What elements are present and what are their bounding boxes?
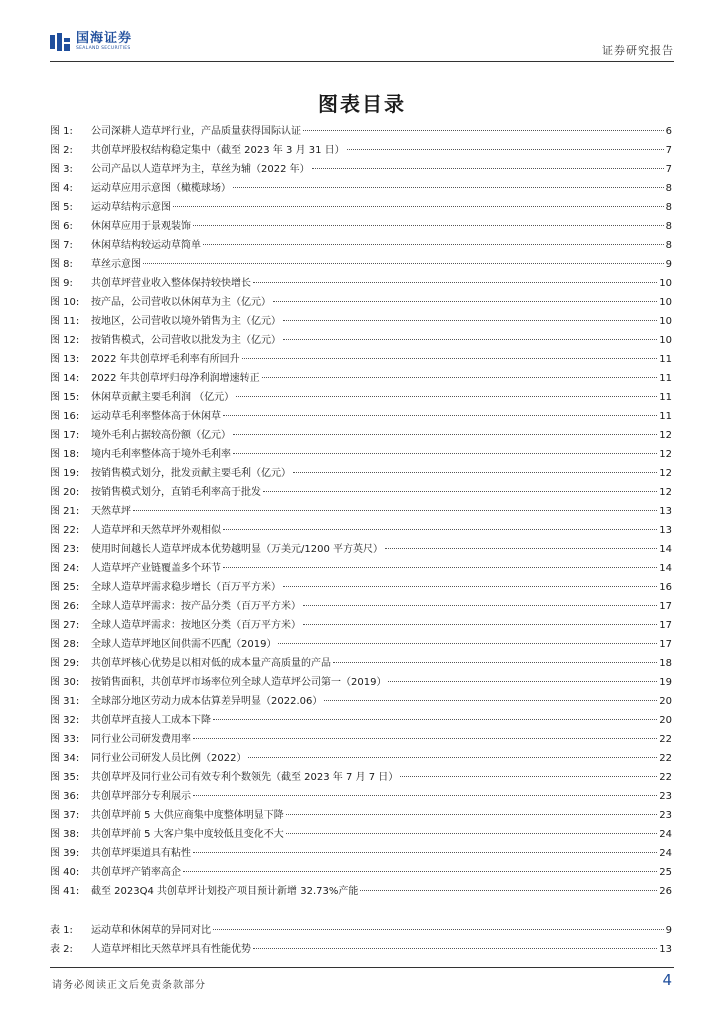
figure-entry-label: 图 35: [50, 772, 80, 783]
figure-entry-page: 12 [659, 487, 672, 498]
report-type-label: 证券研究报告 [602, 44, 674, 57]
figure-entry-page: 12 [659, 430, 672, 441]
dot-leader [236, 396, 657, 397]
dot-leader [143, 263, 664, 264]
figure-entry-page: 11 [659, 392, 672, 403]
figure-entry-page: 11 [659, 354, 672, 365]
figure-entry-page: 14 [659, 563, 672, 574]
figure-entry-title: 截至 2023Q4 共创草坪计划投产项目预计新增 32.73%产能 [91, 886, 359, 897]
header-divider [50, 61, 674, 62]
logo-name-en: SEALAND SECURITIES [76, 46, 131, 51]
figure-entry-page: 10 [659, 278, 672, 289]
figure-entry-title: 按销售模式划分，批发贡献主要毛利（亿元） [91, 468, 291, 479]
dot-leader [303, 624, 657, 625]
figure-entry-label: 图 2: [50, 145, 73, 156]
figure-entry-page: 8 [665, 202, 672, 213]
figure-entry-label: 图 32: [50, 715, 80, 726]
figure-entry[interactable] [50, 255, 672, 274]
figure-entry-page: 17 [659, 601, 672, 612]
figure-entry-label: 图 4: [50, 183, 73, 194]
figure-entry[interactable] [50, 445, 672, 464]
figure-entry-page: 10 [659, 335, 672, 346]
dot-leader [312, 168, 664, 169]
figure-entry-label: 图 9: [50, 278, 73, 289]
figure-entry-page: 19 [659, 677, 672, 688]
page-header [50, 30, 674, 60]
figure-entry-label: 图 25: [50, 582, 80, 593]
dot-leader [303, 130, 664, 131]
figure-entry-title: 共创草坪及同行业公司有效专利个数领先（截至 2023 年 7 月 7 日） [91, 772, 399, 783]
figure-entry-label: 图 33: [50, 734, 80, 745]
figure-entry-page: 8 [665, 221, 672, 232]
figure-entry[interactable] [50, 236, 672, 255]
figure-entry-label: 图 23: [50, 544, 80, 555]
dot-leader [233, 453, 657, 454]
figure-entry-title: 按销售模式划分，直销毛利率高于批发 [91, 487, 261, 498]
figure-entry-page: 17 [659, 620, 672, 631]
figure-entry-page: 7 [665, 145, 672, 156]
dot-leader [213, 719, 657, 720]
dot-leader [193, 852, 657, 853]
figure-entry[interactable] [50, 160, 672, 179]
figure-entry-title: 共创草坪产销率高企 [91, 867, 181, 878]
dot-leader [263, 491, 657, 492]
figure-entry[interactable] [50, 217, 672, 236]
figure-entry[interactable] [50, 312, 672, 331]
figure-entry-page: 20 [659, 696, 672, 707]
figure-entry-page: 13 [659, 525, 672, 536]
figure-entry[interactable] [50, 502, 672, 521]
table-entry-page: 13 [659, 944, 672, 955]
dot-leader [333, 662, 657, 663]
dot-leader [223, 415, 657, 416]
dot-leader [347, 149, 664, 150]
figure-entry-label: 图 36: [50, 791, 80, 802]
figure-entry[interactable] [50, 597, 672, 616]
figure-entry[interactable] [50, 198, 672, 217]
figure-entry-page: 16 [659, 582, 672, 593]
figure-entry-title: 共创草坪前 5 大供应商集中度整体明显下降 [91, 810, 284, 821]
figure-entry-label: 图 13: [50, 354, 80, 365]
figure-entry-label: 图 22: [50, 525, 80, 536]
dot-leader [193, 738, 657, 739]
figure-entry-label: 图 1: [50, 126, 73, 137]
figure-entry-title: 2022 年共创草坪归母净利润增速转正 [91, 373, 260, 384]
figure-entry-label: 图 6: [50, 221, 73, 232]
figure-entry-page: 12 [659, 449, 672, 460]
figure-entry[interactable] [50, 578, 672, 597]
figure-entry-title: 境内毛利率整体高于境外毛利率 [91, 449, 231, 460]
table-entry-title: 人造草坪相比天然草坪具有性能优势 [91, 944, 251, 955]
dot-leader [233, 187, 664, 188]
figure-entry-label: 图 38: [50, 829, 80, 840]
figure-entry-page: 13 [659, 506, 672, 517]
figure-entry-title: 共创草坪前 5 大客户集中度较低且变化不大 [91, 829, 284, 840]
figure-entry-title: 全球人造草坪需求：按产品分类（百万平方米） [91, 601, 301, 612]
figure-entry-label: 图 30: [50, 677, 80, 688]
dot-leader [242, 358, 658, 359]
dot-leader [233, 434, 657, 435]
logo-name-cn: 国海证券 [76, 31, 133, 46]
figure-entry-title: 草丝示意图 [91, 259, 141, 270]
figure-entry[interactable] [50, 635, 672, 654]
table-entry-label: 表 1: [50, 925, 73, 936]
figure-entry[interactable] [50, 141, 672, 160]
figure-entry-title: 使用时间越长人造草坪成本优势越明显（万美元/1200 平方英尺） [91, 544, 383, 555]
dot-leader [303, 605, 657, 606]
figure-entry-title: 按地区，公司营收以境外销售为主（亿元） [91, 316, 281, 327]
figure-entry-title: 共创草坪核心优势是以相对低的成本量产高质量的产品 [91, 658, 331, 669]
figure-entry-label: 图 5: [50, 202, 73, 213]
dot-leader [400, 776, 657, 777]
dot-leader [293, 472, 657, 473]
figure-entry-label: 图 41: [50, 886, 80, 897]
figure-entry-label: 图 10: [50, 297, 80, 308]
figure-entry-title: 境外毛利占据较高份额（亿元） [91, 430, 231, 441]
figure-entry[interactable] [50, 559, 672, 578]
figure-entry-title: 运动草应用示意图（橄榄球场） [91, 183, 231, 194]
figure-entry-label: 图 31: [50, 696, 80, 707]
table-of-contents [50, 122, 672, 959]
dot-leader [253, 948, 657, 949]
figure-entry[interactable] [50, 711, 672, 730]
figure-entry-title: 共创草坪股权结构稳定集中（截至 2023 年 3 月 31 日） [91, 145, 345, 156]
dot-leader [193, 225, 664, 226]
figure-entry-page: 12 [659, 468, 672, 479]
figure-entry-page: 23 [659, 810, 672, 821]
figure-entry-label: 图 16: [50, 411, 80, 422]
figure-entry-page: 17 [659, 639, 672, 650]
dot-leader [283, 339, 657, 340]
figure-entry-title: 共创草坪渠道具有粘性 [91, 848, 191, 859]
figure-entry-page: 6 [665, 126, 672, 137]
figure-entry-title: 共创草坪直接人工成本下降 [91, 715, 211, 726]
figure-entry-title: 同行业公司研发人员比例（2022） [91, 753, 247, 764]
figure-entry-page: 26 [659, 886, 672, 897]
table-entry-title: 运动草和休闲草的异同对比 [91, 925, 211, 936]
figure-entry-label: 图 18: [50, 449, 80, 460]
figure-entry-label: 图 27: [50, 620, 80, 631]
figure-entry-page: 10 [659, 316, 672, 327]
figure-entry-page: 10 [659, 297, 672, 308]
figure-entry-label: 图 14: [50, 373, 80, 384]
figure-entry-title: 共创草坪营业收入整体保持较快增长 [91, 278, 251, 289]
figure-entry-label: 图 7: [50, 240, 73, 251]
figure-entry-label: 图 20: [50, 487, 80, 498]
figure-entry-page: 9 [665, 259, 672, 270]
figure-entry-page: 23 [659, 791, 672, 802]
table-entry-label: 表 2: [50, 944, 73, 955]
disclaimer-note: 请务必阅读正文后免责条款部分 [52, 980, 206, 991]
table-entry-page: 9 [665, 925, 672, 936]
figure-entry[interactable] [50, 293, 672, 312]
figure-entry-label: 图 15: [50, 392, 80, 403]
figure-entry-label: 图 24: [50, 563, 80, 574]
footer-divider [50, 967, 674, 968]
dot-leader [248, 757, 657, 758]
figure-entry-label: 图 40: [50, 867, 80, 878]
figure-entry-page: 22 [659, 734, 672, 745]
dot-leader [193, 795, 657, 796]
dot-leader [286, 814, 658, 815]
figure-entry-title: 运动草结构示意图 [91, 202, 171, 213]
figure-entry-title: 公司深耕人造草坪行业，产品质量获得国际认证 [91, 126, 301, 137]
figure-entry-label: 图 8: [50, 259, 73, 270]
figure-entry[interactable] [50, 426, 672, 445]
figure-entry[interactable] [50, 407, 672, 426]
figure-entry-label: 图 34: [50, 753, 80, 764]
figure-entry-page: 8 [665, 183, 672, 194]
figure-entry-title: 休闲草贡献主要毛利润 （亿元） [91, 392, 235, 403]
figure-entry[interactable] [50, 882, 672, 901]
figure-entry-page: 8 [665, 240, 672, 251]
figure-entry-page: 7 [665, 164, 672, 175]
figure-entry-title: 天然草坪 [91, 506, 131, 517]
figure-entry-label: 图 17: [50, 430, 80, 441]
figure-entry-label: 图 26: [50, 601, 80, 612]
figure-entry[interactable] [50, 388, 672, 407]
figure-entry-label: 图 28: [50, 639, 80, 650]
dot-leader [253, 282, 657, 283]
figure-entry-page: 20 [659, 715, 672, 726]
figure-entry[interactable] [50, 654, 672, 673]
figure-entry[interactable] [50, 825, 672, 844]
figure-entry-title: 全球人造草坪地区间供需不匹配（2019） [91, 639, 277, 650]
dot-leader [283, 320, 657, 321]
figure-entry-page: 24 [659, 829, 672, 840]
figure-entry-title: 全球人造草坪需求：按地区分类（百万平方米） [91, 620, 301, 631]
dot-leader [183, 871, 657, 872]
figure-entry-title: 人造草坪产业链覆盖多个环节 [91, 563, 221, 574]
figure-entry-label: 图 29: [50, 658, 80, 669]
page-number: 4 [662, 971, 672, 989]
figure-entry-title: 全球人造草坪需求稳步增长（百万平方米） [91, 582, 281, 593]
figure-entry[interactable] [50, 369, 672, 388]
dot-leader [223, 567, 657, 568]
figure-entry[interactable] [50, 331, 672, 350]
dot-leader [278, 643, 657, 644]
figure-entry[interactable] [50, 749, 672, 768]
table-list [50, 921, 672, 959]
figure-entry-title: 休闲草结构较运动草简单 [91, 240, 201, 251]
figure-entry[interactable] [50, 540, 672, 559]
figure-entry[interactable] [50, 179, 672, 198]
dot-leader [385, 548, 657, 549]
figure-entry-title: 休闲草应用于景观装饰 [91, 221, 191, 232]
figure-entry-label: 图 37: [50, 810, 80, 821]
figure-entry[interactable] [50, 350, 672, 369]
dot-leader [133, 510, 657, 511]
figure-entry-page: 25 [659, 867, 672, 878]
figure-entry-title: 人造草坪和天然草坪外观相似 [91, 525, 221, 536]
figure-entry-page: 22 [659, 772, 672, 783]
figure-entry-title: 按销售面积，共创草坪市场率位列全球人造草坪公司第一（2019） [91, 677, 387, 688]
dot-leader [173, 206, 664, 207]
figure-entry-title: 2022 年共创草坪毛利率有所回升 [91, 354, 240, 365]
logo-mark-icon [50, 33, 72, 51]
section-gap [50, 901, 672, 921]
dot-leader [286, 833, 658, 834]
figure-entry-label: 图 21: [50, 506, 80, 517]
figure-entry[interactable] [50, 768, 672, 787]
figure-entry-label: 图 19: [50, 468, 80, 479]
figure-entry[interactable] [50, 806, 672, 825]
figure-list [50, 122, 672, 901]
figure-entry-label: 图 11: [50, 316, 80, 327]
figure-entry-page: 11 [659, 373, 672, 384]
page-title: 图表目录 [318, 92, 406, 116]
figure-entry-title: 公司产品以人造草坪为主，草丝为辅（2022 年） [91, 164, 310, 175]
company-logo [50, 32, 132, 52]
figure-entry-page: 18 [659, 658, 672, 669]
figure-entry-page: 14 [659, 544, 672, 555]
figure-entry-page: 24 [659, 848, 672, 859]
dot-leader [360, 890, 657, 891]
figure-entry-page: 11 [659, 411, 672, 422]
figure-entry-label: 图 12: [50, 335, 80, 346]
dot-leader [203, 244, 664, 245]
dot-leader [283, 586, 657, 587]
figure-entry-label: 图 39: [50, 848, 80, 859]
figure-entry-title: 全球部分地区劳动力成本估算差异明显（2022.06） [91, 696, 323, 707]
figure-entry[interactable] [50, 787, 672, 806]
figure-entry-title: 同行业公司研发费用率 [91, 734, 191, 745]
dot-leader [262, 377, 658, 378]
figure-entry[interactable] [50, 863, 672, 882]
dot-leader [388, 681, 657, 682]
figure-entry-title: 共创草坪部分专利展示 [91, 791, 191, 802]
table-entry[interactable] [50, 940, 672, 959]
figure-entry[interactable] [50, 844, 672, 863]
figure-entry-title: 按产品，公司营收以休闲草为主（亿元） [91, 297, 271, 308]
figure-entry[interactable] [50, 122, 672, 141]
figure-entry[interactable] [50, 483, 672, 502]
dot-leader [213, 929, 664, 930]
figure-entry-label: 图 3: [50, 164, 73, 175]
figure-entry[interactable] [50, 616, 672, 635]
figure-entry[interactable] [50, 673, 672, 692]
dot-leader [223, 529, 657, 530]
figure-entry-title: 按销售模式，公司营收以批发为主（亿元） [91, 335, 281, 346]
figure-entry[interactable] [50, 464, 672, 483]
dot-leader [324, 700, 657, 701]
figure-entry[interactable] [50, 274, 672, 293]
dot-leader [273, 301, 657, 302]
figure-entry[interactable] [50, 730, 672, 749]
figure-entry[interactable] [50, 521, 672, 540]
figure-entry-page: 22 [659, 753, 672, 764]
table-entry[interactable] [50, 921, 672, 940]
figure-entry[interactable] [50, 692, 672, 711]
figure-entry-title: 运动草毛利率整体高于休闲草 [91, 411, 221, 422]
